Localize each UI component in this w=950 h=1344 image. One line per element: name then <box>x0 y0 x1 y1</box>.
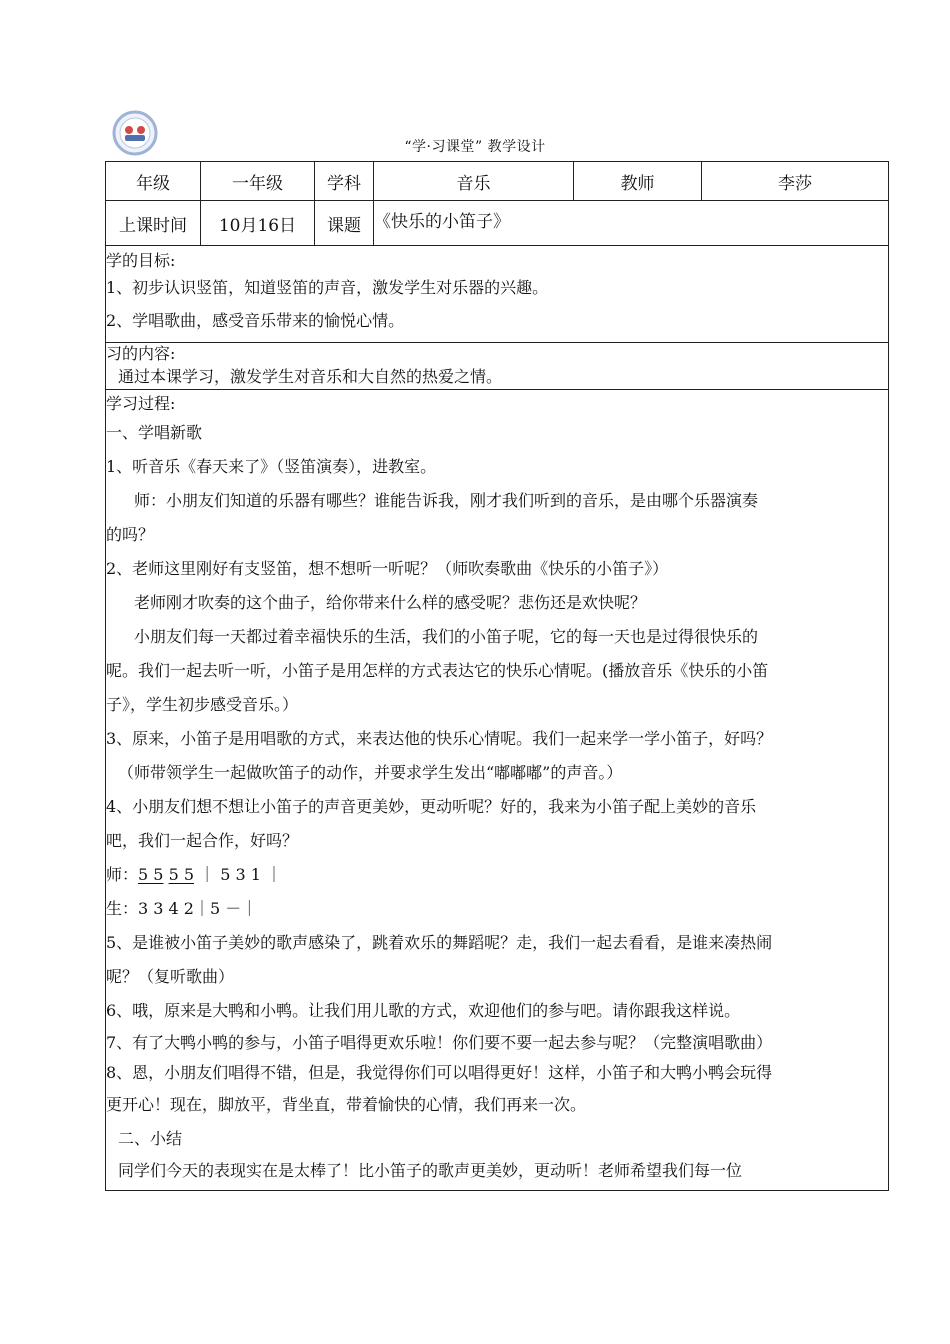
info-row-1 <box>106 162 889 201</box>
topic-value: 《快乐的小笛子》 <box>374 201 889 246</box>
process-line: 吧，我们一起合作，好吗？ <box>106 831 299 850</box>
notation-rest: ｜ 5 3 1 ｜ <box>194 865 282 884</box>
grade-value: 一年级 <box>201 162 315 201</box>
topic-label: 课题 <box>315 201 374 246</box>
content-title: 习的内容: <box>106 344 176 363</box>
notation-student-line: 生：3 3 4 2｜5 －｜ <box>106 899 258 918</box>
process-line: 7、有了大鸭小鸭的参与，小笛子唱得更欢乐啦！你们要不要一起去参与呢？（完整演唱歌曲） <box>106 1033 773 1052</box>
grade-label: 年级 <box>106 162 201 201</box>
objectives-title: 学的目标: <box>106 251 176 270</box>
process-line: 2、老师这里刚好有支竖笛，想不想听一听呢？（师吹奏歌曲《快乐的小笛子》） <box>106 559 669 578</box>
objectives-cell <box>106 246 889 343</box>
notation-teacher-line <box>106 858 888 892</box>
process-line: 4、小朋友们想不想让小笛子的声音更美妙，更动听呢？好的，我来为小笛子配上美妙的音乐 <box>106 797 757 816</box>
objectives-row <box>106 246 889 343</box>
process-line: 小朋友们每一天都过着幸福快乐的生活，我们的小笛子呢，它的每一天也是过得很快乐的 <box>134 627 759 646</box>
document-title: “学·习课堂” 教学设计 <box>404 139 546 155</box>
content-text: 通过本课学习，激发学生对音乐和大自然的热爱之情。 <box>118 367 503 386</box>
process-line: 子》，学生初步感受音乐。） <box>106 695 299 714</box>
process-line: 的吗？ <box>106 525 155 544</box>
time-value: 10月16日 <box>201 201 315 246</box>
time-label: 上课时间 <box>106 201 201 246</box>
summary-heading: 二、小结 <box>118 1129 183 1148</box>
process-line: 8、恩，小朋友们唱得不错，但是，我觉得你们可以唱得更好！这样，小笛子和大鸭小鸭会玩得 <box>106 1063 773 1082</box>
lesson-plan-table <box>105 161 889 1191</box>
teacher-label: 教师 <box>574 162 702 201</box>
process-line: 6、哦，原来是大鸭和小鸭。让我们用儿歌的方式，欢迎他们的参与吧。请你跟我这样说。 <box>106 1001 741 1020</box>
summary-text: 同学们今天的表现实在是太棒了！比小笛子的歌声更美妙，更动听！老师希望我们每一位 <box>118 1161 743 1180</box>
process-line: 3、原来，小笛子是用唱歌的方式，来表达他的快乐心情呢。我们一起来学一学小笛子，好吗？ <box>106 729 773 748</box>
process-line: 老师刚才吹奏的这个曲子，给你带来什么样的感受呢？悲伤还是欢快呢？ <box>134 593 647 612</box>
process-line: 更开心！现在，脚放平，背坐直，带着愉快的心情，我们再来一次。 <box>106 1095 587 1114</box>
process-line: 师：小朋友们知道的乐器有哪些？谁能告诉我，刚才我们听到的音乐，是由哪个乐器演奏 <box>134 491 759 510</box>
objective-item-2: 2、学唱歌曲，感受音乐带来的愉悦心情。 <box>106 311 405 330</box>
process-row <box>106 390 889 1191</box>
info-row-2 <box>106 201 889 246</box>
subject-label: 学科 <box>315 162 374 201</box>
notation-underlined-1: 5 5 <box>138 865 164 884</box>
content-cell <box>106 343 889 390</box>
content-row <box>106 343 889 390</box>
process-line: 5、是谁被小笛子美妙的歌声感染了，跳着欢乐的舞蹈呢？走，我们一起去看看，是谁来凑热闹 <box>106 933 773 952</box>
process-line: 呢。我们一起去听一听，小笛子是用怎样的方式表达它的快乐心情呢。(播放音乐《快乐的小笛 <box>106 661 769 680</box>
objective-item-1: 1、初步认识竖笛，知道竖笛的声音，激发学生对乐器的兴趣。 <box>106 278 549 297</box>
process-line: 一、学唱新歌 <box>106 423 203 442</box>
process-cell <box>106 390 889 1191</box>
process-line: 呢？（复听歌曲） <box>106 967 235 986</box>
process-title: 学习过程: <box>106 394 176 413</box>
notation-prefix: 师： <box>106 865 139 884</box>
notation-underlined-2: 5 5 <box>168 865 195 884</box>
subject-value: 音乐 <box>374 162 574 201</box>
process-line: 1、听音乐《春天来了》（竖笛演奏），进教室。 <box>106 457 437 476</box>
teacher-value: 李莎 <box>702 162 889 201</box>
process-line: （师带领学生一起做吹笛子的动作，并要求学生发出“嘟嘟嘟”的声音。） <box>118 763 623 782</box>
